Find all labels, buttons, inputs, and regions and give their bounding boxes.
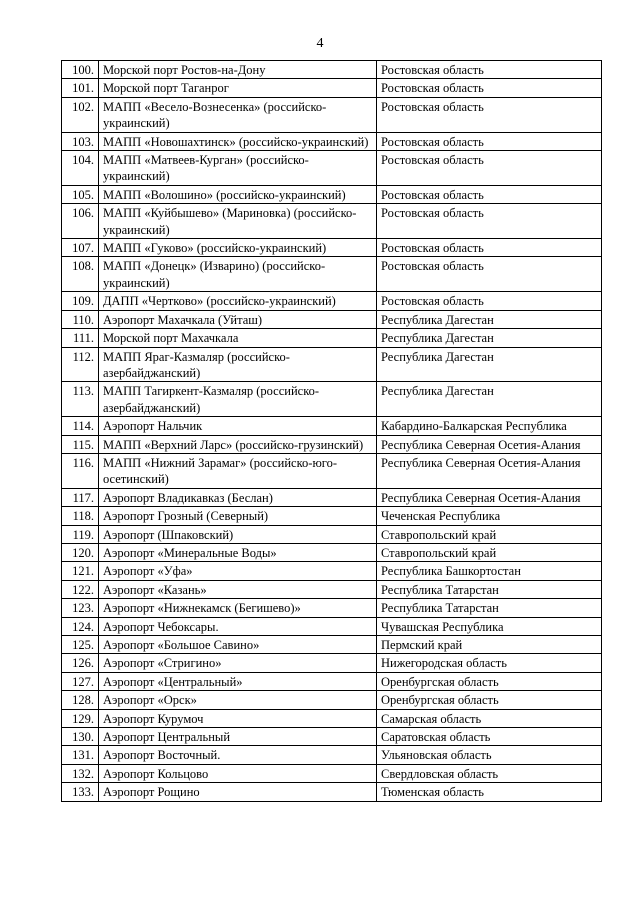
checkpoint-name: Аэропорт Центральный <box>99 728 377 746</box>
region-name: Ульяновская область <box>377 746 602 764</box>
checkpoint-name: Аэропорт Грозный (Северный) <box>99 507 377 525</box>
checkpoint-name: Морской порт Махачкала <box>99 329 377 347</box>
table-row <box>62 453 602 488</box>
checkpoint-name: МАПП Тагиркент-Казмаляр (российско-азербайджанский) <box>99 382 377 417</box>
region-name: Республика Северная Осетия-Алания <box>377 453 602 488</box>
table-row <box>62 746 602 764</box>
row-number: 105. <box>62 185 99 203</box>
row-number: 107. <box>62 239 99 257</box>
row-number: 129. <box>62 709 99 727</box>
region-name: Пермский край <box>377 636 602 654</box>
checkpoint-name: Аэропорт Чебоксары. <box>99 617 377 635</box>
checkpoint-name: Аэропорт «Уфа» <box>99 562 377 580</box>
table-row <box>62 691 602 709</box>
checkpoint-name: МАПП «Куйбышево» (Мариновка) (российско-украинский) <box>99 204 377 239</box>
region-name: Республика Татарстан <box>377 580 602 598</box>
region-name: Ростовская область <box>377 151 602 186</box>
row-number: 115. <box>62 435 99 453</box>
row-number: 127. <box>62 672 99 690</box>
region-name: Ростовская область <box>377 185 602 203</box>
region-name: Республика Татарстан <box>377 599 602 617</box>
table-row <box>62 151 602 186</box>
checkpoint-name: Аэропорт «Минеральные Воды» <box>99 543 377 561</box>
row-number: 113. <box>62 382 99 417</box>
region-name: Республика Дагестан <box>377 329 602 347</box>
region-name: Республика Башкортостан <box>377 562 602 580</box>
region-name: Свердловская область <box>377 764 602 782</box>
table-row <box>62 764 602 782</box>
row-number: 118. <box>62 507 99 525</box>
row-number: 133. <box>62 783 99 801</box>
table-row <box>62 580 602 598</box>
region-name: Ростовская область <box>377 204 602 239</box>
row-number: 110. <box>62 310 99 328</box>
row-number: 124. <box>62 617 99 635</box>
checkpoint-name: МАПП «Матвеев-Курган» (российско-украинский) <box>99 151 377 186</box>
checkpoint-name: МАПП «Нижний Зарамаг» (российско-юго-осетинский) <box>99 453 377 488</box>
row-number: 122. <box>62 580 99 598</box>
checkpoint-name: МАПП «Новошахтинск» (российско-украинский) <box>99 132 377 150</box>
checkpoint-name: Аэропорт «Казань» <box>99 580 377 598</box>
checkpoint-name: Аэропорт Кольцово <box>99 764 377 782</box>
table-row <box>62 488 602 506</box>
checkpoint-name: Морской порт Ростов-на-Дону <box>99 61 377 79</box>
page-number: 4 <box>316 36 324 51</box>
region-name: Республика Северная Осетия-Алания <box>377 435 602 453</box>
checkpoint-name: МАПП «Гуково» (российско-украинский) <box>99 239 377 257</box>
row-number: 130. <box>62 728 99 746</box>
table-row <box>62 435 602 453</box>
region-name: Кабардино-Балкарская Республика <box>377 417 602 435</box>
table-row <box>62 347 602 382</box>
region-name: Нижегородская область <box>377 654 602 672</box>
checkpoint-name: Аэропорт Нальчик <box>99 417 377 435</box>
row-number: 117. <box>62 488 99 506</box>
region-name: Ростовская область <box>377 257 602 292</box>
row-number: 114. <box>62 417 99 435</box>
region-name: Оренбургская область <box>377 691 602 709</box>
row-number: 102. <box>62 97 99 132</box>
row-number: 132. <box>62 764 99 782</box>
row-number: 109. <box>62 292 99 310</box>
checkpoint-name: МАПП «Донецк» (Изварино) (российско-украинский) <box>99 257 377 292</box>
checkpoint-name: Аэропорт Восточный. <box>99 746 377 764</box>
checkpoint-name: Аэропорт «Нижнекамск (Бегишево)» <box>99 599 377 617</box>
table-row <box>62 617 602 635</box>
checkpoint-name: МАПП Яраг-Казмаляр (российско-азербайджанский) <box>99 347 377 382</box>
checkpoint-name: МАПП «Весело-Вознесенка» (российско-украинский) <box>99 97 377 132</box>
row-number: 111. <box>62 329 99 347</box>
row-number: 100. <box>62 61 99 79</box>
region-name: Самарская область <box>377 709 602 727</box>
table-row <box>62 783 602 801</box>
table-row <box>62 204 602 239</box>
checkpoint-name: Аэропорт «Стригино» <box>99 654 377 672</box>
region-name: Ростовская область <box>377 132 602 150</box>
region-name: Чеченская Республика <box>377 507 602 525</box>
table-row <box>62 636 602 654</box>
region-name: Ростовская область <box>377 97 602 132</box>
checkpoint-name: Аэропорт Рощино <box>99 783 377 801</box>
row-number: 101. <box>62 79 99 97</box>
checkpoint-name: Аэропорт «Центральный» <box>99 672 377 690</box>
checkpoint-name: Морской порт Таганрог <box>99 79 377 97</box>
table-row <box>62 709 602 727</box>
table-row <box>62 507 602 525</box>
row-number: 108. <box>62 257 99 292</box>
table-row <box>62 382 602 417</box>
checkpoint-name: Аэропорт Курумоч <box>99 709 377 727</box>
table-row <box>62 239 602 257</box>
region-name: Ставропольский край <box>377 543 602 561</box>
region-name: Чувашская Республика <box>377 617 602 635</box>
row-number: 125. <box>62 636 99 654</box>
table-row <box>62 257 602 292</box>
region-name: Ростовская область <box>377 239 602 257</box>
region-name: Республика Дагестан <box>377 310 602 328</box>
checkpoints-table <box>61 60 602 802</box>
checkpoint-name: Аэропорт «Большое Савино» <box>99 636 377 654</box>
region-name: Ростовская область <box>377 292 602 310</box>
table-row <box>62 543 602 561</box>
row-number: 121. <box>62 562 99 580</box>
row-number: 106. <box>62 204 99 239</box>
region-name: Саратовская область <box>377 728 602 746</box>
region-name: Республика Северная Осетия-Алания <box>377 488 602 506</box>
table-row <box>62 310 602 328</box>
region-name: Ростовская область <box>377 79 602 97</box>
row-number: 120. <box>62 543 99 561</box>
row-number: 116. <box>62 453 99 488</box>
table-body <box>62 61 602 802</box>
row-number: 104. <box>62 151 99 186</box>
table-row <box>62 654 602 672</box>
row-number: 112. <box>62 347 99 382</box>
region-name: Оренбургская область <box>377 672 602 690</box>
row-number: 119. <box>62 525 99 543</box>
row-number: 103. <box>62 132 99 150</box>
checkpoint-name: Аэропорт «Орск» <box>99 691 377 709</box>
checkpoint-name: Аэропорт (Шпаковский) <box>99 525 377 543</box>
table-row <box>62 599 602 617</box>
row-number: 126. <box>62 654 99 672</box>
row-number: 131. <box>62 746 99 764</box>
table-row <box>62 417 602 435</box>
table-row <box>62 97 602 132</box>
table-row <box>62 562 602 580</box>
row-number: 123. <box>62 599 99 617</box>
checkpoint-name: ДАПП «Чертково» (российско-украинский) <box>99 292 377 310</box>
table-row <box>62 61 602 79</box>
region-name: Ставропольский край <box>377 525 602 543</box>
checkpoint-name: Аэропорт Владикавказ (Беслан) <box>99 488 377 506</box>
checkpoint-name: МАПП «Верхний Ларс» (российско-грузинский) <box>99 435 377 453</box>
table-row <box>62 672 602 690</box>
checkpoint-name: МАПП «Волошино» (российско-украинский) <box>99 185 377 203</box>
table-row <box>62 329 602 347</box>
table-row <box>62 525 602 543</box>
table-row <box>62 132 602 150</box>
table-row <box>62 728 602 746</box>
region-name: Республика Дагестан <box>377 382 602 417</box>
region-name: Республика Дагестан <box>377 347 602 382</box>
table-row <box>62 292 602 310</box>
checkpoint-name: Аэропорт Махачкала (Уйташ) <box>99 310 377 328</box>
region-name: Тюменская область <box>377 783 602 801</box>
region-name: Ростовская область <box>377 61 602 79</box>
table-row <box>62 79 602 97</box>
table-row <box>62 185 602 203</box>
row-number: 128. <box>62 691 99 709</box>
